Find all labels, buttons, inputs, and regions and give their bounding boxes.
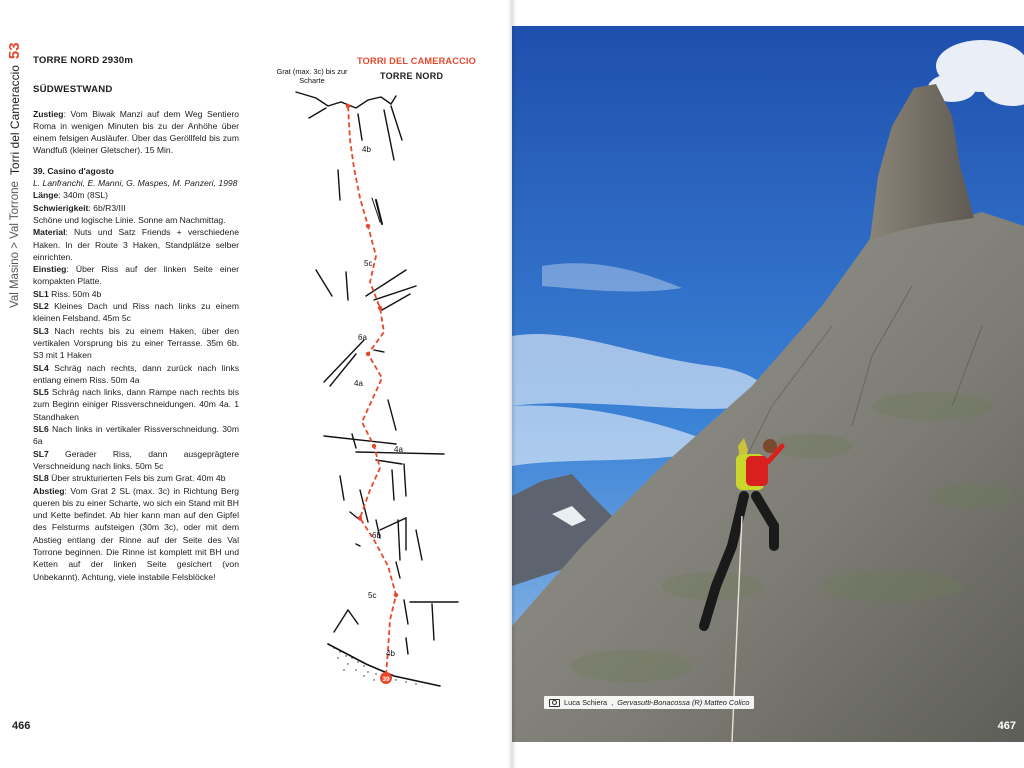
wall-subtitle: SÜDWESTWAND	[33, 84, 113, 96]
route-authors: L. Lanfranchi, E. Manni, G. Maspes, M. Panzeri, 1998	[33, 178, 238, 189]
pitch-item: SL1 Riss. 50m 4b	[33, 288, 102, 299]
pitch-item: SL5 Schräg nach links, dann Rampe nach rechts bis zum Beginn einiger Rissverschneidungen. 40m 4a. 1 Standhaken	[33, 387, 239, 422]
photo-author: Luca Schiera	[564, 698, 608, 707]
grade-label: 4a	[354, 379, 363, 388]
zustieg-paragraph: Zustieg: Vom Biwak Manzi auf dem Weg Sentiero Roma in wenigen Minuten bis zu der Anhöhe über einem felsigen Ausläufer. Über das Geröllfeld bis zum Wandfuß (kleiner Gletscher). 15 Min.	[33, 108, 239, 156]
photo-caption: Luca Schiera , Gervasutti-Bonacossa (R) Matteo Colico	[544, 696, 754, 709]
topo-title: TORRI DEL CAMERACCIO	[357, 56, 477, 66]
grade-label: 6b	[372, 531, 381, 540]
pitch-item: SL7 Gerader Riss, dann ausgeprägtere Verschneidung nach links. 50m 5c	[33, 448, 239, 471]
section-title: Torri del Cameraccio	[7, 65, 22, 176]
photo-illustration	[512, 26, 1024, 742]
route-material: Material: Nuts und Satz Friends + verschiedene Haken. In der Route 3 Haken, Standplätze selber einrichten.	[33, 227, 239, 262]
pitch-item: SL2 Kleines Dach und Riss nach links zu einem kleinen Felsband. 45m 5c	[33, 301, 239, 324]
route-title: 39. Casino d'agosto	[33, 165, 114, 176]
breadcrumb: Val Masino > Val Torrone	[8, 181, 21, 308]
pitch-item: SL6 Nach links in vertikaler Rissverschneidung. 30m 6a	[33, 424, 239, 447]
page-title: TORRE NORD 2930m	[33, 55, 134, 66]
chapter-marker: 53	[6, 42, 23, 60]
route-difficulty: Schwierigkeit: 6b/R3/III	[33, 202, 126, 213]
abstieg-paragraph: Abstieg: Vom Grat 2 SL (max. 3c) in Richtung Berg queren bis zu einer Scharte, wo sich ein Stand mit BH und Kette befindet. Ab hier kann man auf den Gipfel des Felsturms aufsteigen (30m 3c), oder mit dem Abstieg entlang der Rinne auf der Seite des Val Torrone beginnen. Die Rinne ist komplett mit BH und Ketten auf der linken Seite gesichert (von Unbekannt). Achtung, viele instabile Felsblöcke!	[33, 485, 239, 582]
page-number-left: 466	[12, 720, 31, 732]
route-number: 39	[382, 676, 390, 683]
pitch-item: SL4 Schräg nach rechts, dann zurück nach links entlang einem Riss. 50m 4a	[33, 362, 239, 385]
route-line	[348, 106, 396, 675]
route-start: Einstieg: Über Riss auf der linken Seite einer kompakten Platte.	[33, 264, 239, 287]
grade-label: 4a	[394, 445, 403, 454]
grade-label: 4b	[362, 145, 371, 154]
grade-label: 5c	[364, 259, 373, 268]
side-tab	[6, 42, 30, 308]
pitch-item: SL8 Über strukturierten Fels bis zum Grat. 40m 4b	[33, 473, 226, 484]
camera-icon	[549, 699, 560, 707]
climber-photo	[512, 26, 1024, 742]
grade-label: 5c	[368, 591, 377, 600]
grade-label: 4b	[386, 649, 395, 658]
topo-subtitle: TORRE NORD	[380, 71, 444, 81]
book-gutter	[508, 0, 516, 768]
grade-label: 6a	[358, 333, 367, 342]
route-summary: Schöne und logische Linie. Sonne am Nachmittag.	[33, 214, 226, 225]
route-length: Länge: 340m (8SL)	[33, 190, 108, 201]
page-number-right: 467	[997, 720, 1016, 732]
route-description	[33, 55, 239, 583]
route-topo-diagram	[256, 50, 492, 700]
topo-ridge-label: Grat (max. 3c) bis zur Scharte	[276, 67, 348, 85]
pitch-item: SL3 Nach rechts bis zu einem Haken, über den vertikalen Vorsprung bis zu einer Terrasse. 35m 6b. S3 mit 1 Haken	[33, 325, 239, 361]
photo-credit: Gervasutti-Bonacossa (R) Matteo Colico	[617, 698, 750, 707]
